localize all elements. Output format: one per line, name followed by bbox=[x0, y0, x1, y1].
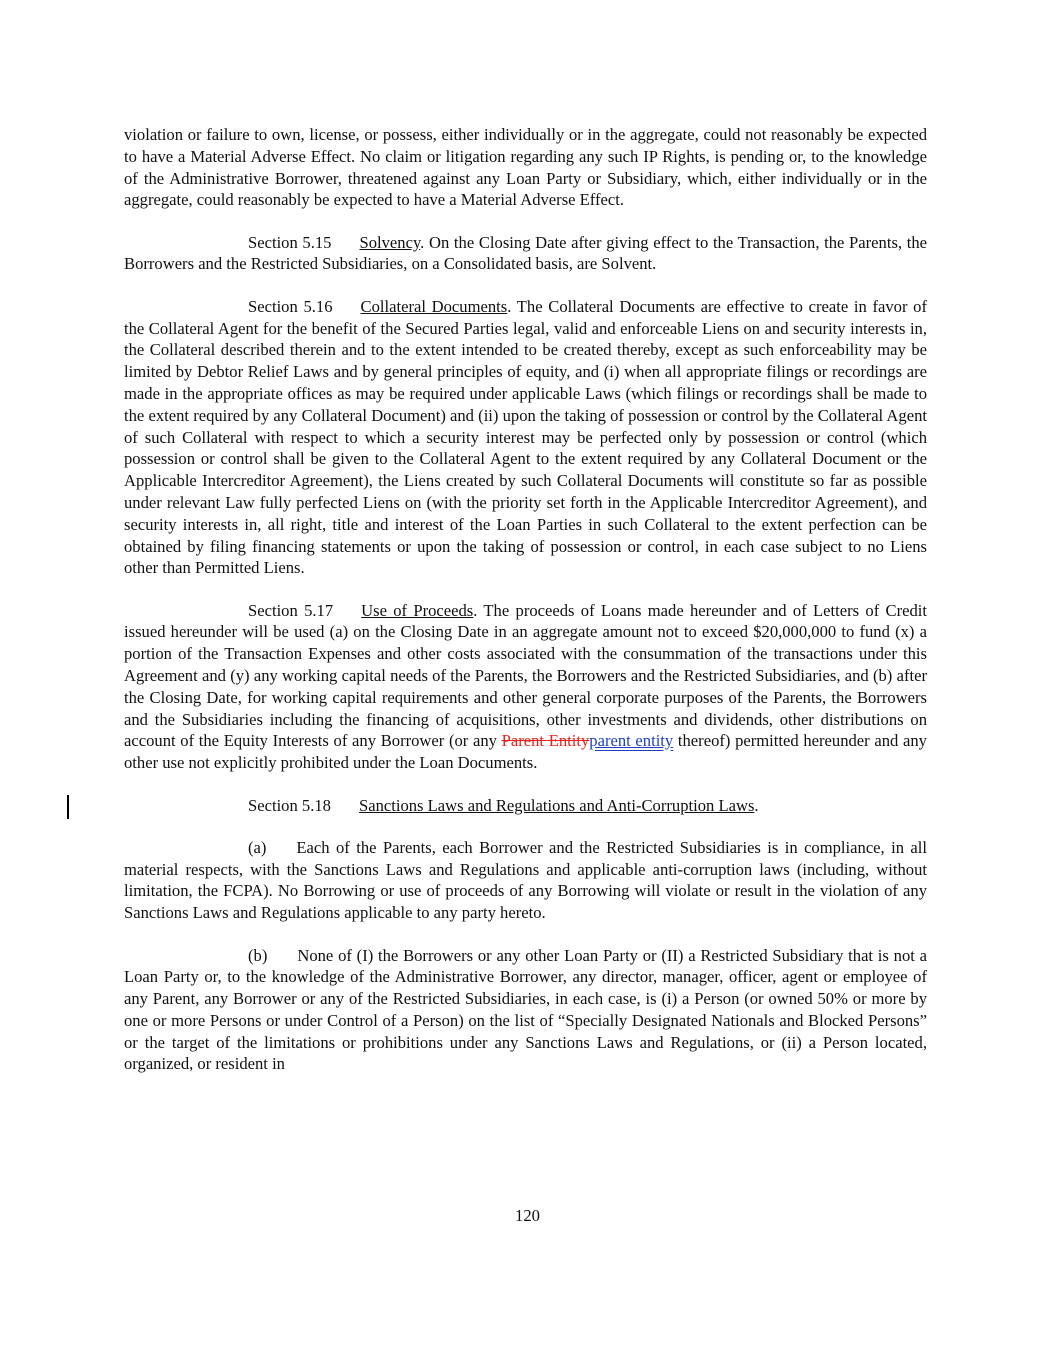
paragraph-b bbox=[124, 945, 927, 1076]
section-5-17 bbox=[124, 600, 927, 774]
paragraph-a bbox=[124, 837, 927, 924]
section-5-17-body-before: . The proceeds of Loans made hereunder and of Letters of Credit issued hereunder will be used (a) on the Closing Date in an aggregate amount not to exceed $20,000,000 to fund (x) a portion of the Transaction Expenses and other costs associated with the consummation of the transactions under this Agreement and (y) any working capital needs of the Parents, the Borrowers and the Restricted Subsidiaries, and (b) after the Closing Date, for working capital requirements and other general corporate purposes of the Parents, the Borrowers and the Subsidiaries including the financing of acquisitions, other investments and dividends, other distributions on account of the Equity Interests of any Borrower (or any bbox=[124, 600, 928, 751]
intro-paragraph: violation or failure to own, license, or possess, either individually or in the aggregate, could not reasonably be expected to have a Material Adverse Effect. No claim or litigation regarding any such IP Rights, is pending or, to the knowledge of the Administrative Borrower, threatened against any Loan Party or Subsidiary, which, either individually or in the aggregate, could reasonably be expected to have a Material Adverse Effect. bbox=[124, 125, 927, 210]
document-page bbox=[124, 124, 927, 1096]
section-5-17-label: Section 5.17 bbox=[248, 600, 334, 620]
deleted-text-revision: Parent Entity bbox=[501, 731, 590, 751]
section-5-16-body: . The Collateral Documents are effective to create in favor of the Collateral Agent for the benefit of the Secured Parties legal, valid and enforceable Liens on and security interests in, the Collateral described therein and to the extent intended to be created thereby, except as such enforceability may be limited by Debtor Relief Laws and by general principles of equity, and (i) when all appropriate filings or recordings are made in the appropriate offices as may be required under applicable Laws (which filings or recordings shall be made to the extent required by any Collateral Document) and (ii) upon the taking of possession or control by the Collateral Agent of such Collateral with respect to which a security interest may be perfected only by possession or control (which possession or control shall be given to the Collateral Agent to the extent required by any Collateral Document or the Applicable Intercreditor Agreement), the Liens created by such Collateral Documents will constitute so far as possible under relevant Law fully perfected Liens on (with the priority set forth in the Applicable Intercreditor Agreement), and security interests in, all right, title and interest of the Loan Parties in such Collateral to the extent perfection can be obtained by filing financing statements or upon the taking of possession or control, in each case subject to no Liens other than Permitted Liens. bbox=[124, 296, 928, 578]
section-5-17-heading: Use of Proceeds bbox=[361, 600, 474, 620]
section-5-18 bbox=[124, 795, 927, 817]
section-5-16-label: Section 5.16 bbox=[248, 296, 333, 316]
paragraph-b-label: (b) bbox=[248, 945, 268, 965]
section-5-18-heading-end: . bbox=[754, 795, 759, 815]
inserted-text-revision: parent entity bbox=[589, 731, 674, 751]
section-5-17-body-after: thereof) permitted hereunder and any other use not explicitly prohibited under the Loan Documents. bbox=[124, 731, 927, 773]
section-5-15-body: . On the Closing Date after giving effect to the Transaction, the Parents, the Borrowers and the Restricted Subsidiaries, on a Consolidated basis, are Solvent. bbox=[124, 232, 927, 274]
section-5-18-label: Section 5.18 bbox=[248, 795, 331, 815]
section-5-18-heading: Sanctions Laws and Regulations and Anti-Corruption Laws bbox=[358, 795, 755, 815]
section-5-15 bbox=[124, 232, 927, 276]
section-5-15-heading: Solvency bbox=[359, 232, 421, 252]
paragraph-a-label: (a) bbox=[248, 837, 267, 857]
page-number: 120 bbox=[515, 1206, 540, 1225]
section-5-15-label: Section 5.15 bbox=[248, 232, 332, 252]
revision-change-bar bbox=[67, 795, 69, 819]
section-5-16 bbox=[124, 296, 927, 579]
paragraph-a-body: Each of the Parents, each Borrower and the Restricted Subsidiaries is in compliance, in all material respects, with the Sanctions Laws and Regulations and applicable anti-corruption laws (including, without limitation, the FCPA). No Borrowing or use of proceeds of any Borrowing will violate or result in the violation of any Sanctions Laws and Regulations applicable to any party hereto. bbox=[124, 837, 927, 923]
paragraph-b-body: None of (I) the Borrowers or any other Loan Party or (II) a Restricted Subsidiary that is not a Loan Party or, to the knowledge of the Administrative Borrower, any director, manager, officer, agent or employee of any Parent, any Borrower or any of the Restricted Subsidiaries, in each case, is (i) a Person (or owned 50% or more by one or more Persons or under Control of a Person) on the list of “Specially Designated Nationals and Blocked Persons” or the target of the limitations or prohibitions under any Sanctions Laws and Regulations, or (ii) a Person located, organized, or resident in bbox=[124, 945, 927, 1074]
section-5-16-heading: Collateral Documents bbox=[360, 296, 508, 316]
